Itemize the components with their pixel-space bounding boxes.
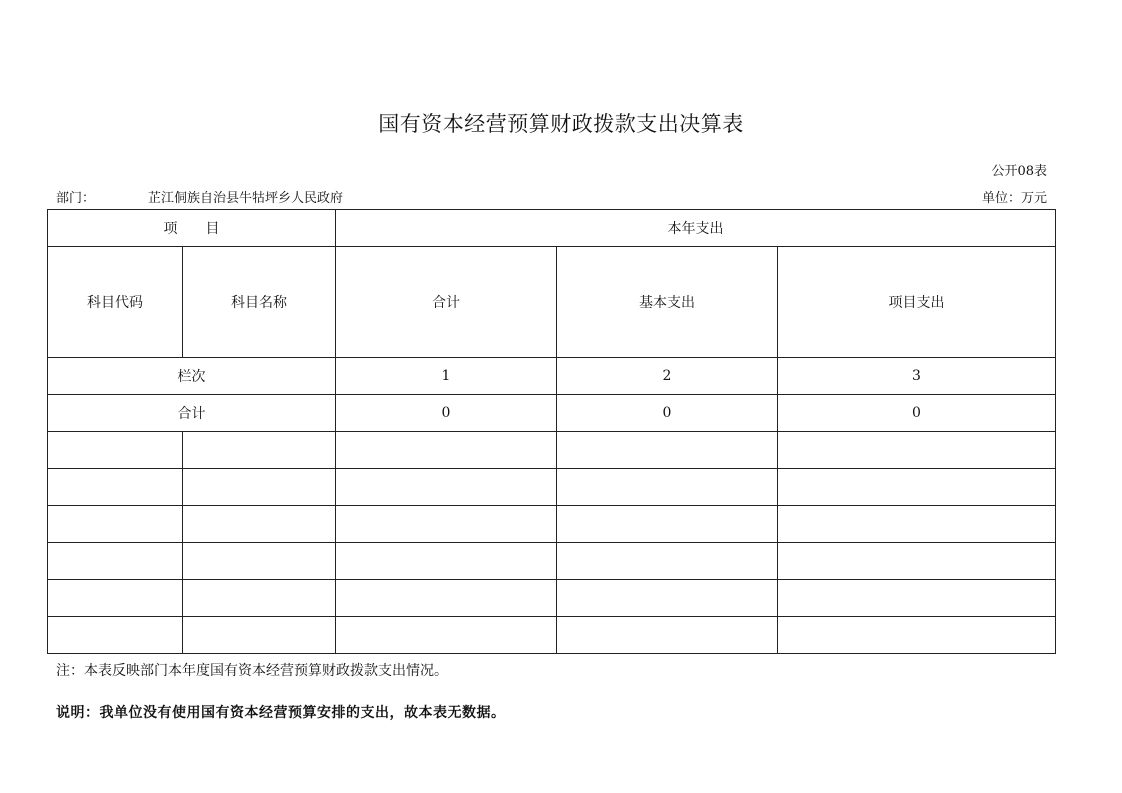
empty-cell [48, 469, 183, 506]
expenditure-table [47, 209, 1056, 654]
empty-cell [183, 617, 336, 654]
empty-cell [48, 617, 183, 654]
explanation-text: 说明：我单位没有使用国有资本经营预算安排的支出，故本表无数据。 [56, 705, 506, 721]
empty-cell [557, 580, 778, 617]
col-total: 合计 [336, 247, 557, 358]
empty-cell [778, 432, 1056, 469]
table-row-empty [48, 432, 1056, 469]
empty-cell [183, 543, 336, 580]
table-note: 注：本表反映部门本年度国有资本经营预算财政拨款支出情况。 [56, 663, 448, 679]
header-item: 项 目 [48, 210, 336, 247]
table-row-empty [48, 469, 1056, 506]
empty-cell [336, 469, 557, 506]
col-basic-expenditure: 基本支出 [557, 247, 778, 358]
unit-label: 单位：万元 [981, 191, 1047, 206]
empty-cell [48, 580, 183, 617]
empty-cell [336, 580, 557, 617]
empty-cell [48, 543, 183, 580]
empty-cell [557, 543, 778, 580]
table-row-index [48, 358, 1056, 395]
empty-cell [778, 617, 1056, 654]
row-total-label: 合计 [48, 395, 336, 432]
empty-cell [778, 580, 1056, 617]
total-cell: 0 [336, 395, 557, 432]
table-row-empty [48, 543, 1056, 580]
table-row-total [48, 395, 1056, 432]
table-row-empty [48, 580, 1056, 617]
empty-cell [183, 506, 336, 543]
row-index-label: 栏次 [48, 358, 336, 395]
col-subject-code: 科目代码 [48, 247, 183, 358]
empty-cell [557, 506, 778, 543]
empty-cell [336, 432, 557, 469]
empty-cell [183, 469, 336, 506]
empty-cell [48, 432, 183, 469]
department-label: 部门： [56, 191, 96, 206]
table-subheader-row [48, 247, 1056, 358]
index-cell: 2 [557, 358, 778, 395]
col-subject-name: 科目名称 [183, 247, 336, 358]
empty-cell [557, 432, 778, 469]
empty-cell [183, 580, 336, 617]
table-row-empty [48, 506, 1056, 543]
total-cell: 0 [557, 395, 778, 432]
table-row-empty [48, 617, 1056, 654]
table-header-row [48, 210, 1056, 247]
empty-cell [778, 543, 1056, 580]
header-current-year: 本年支出 [336, 210, 1056, 247]
total-cell: 0 [778, 395, 1056, 432]
empty-cell [336, 617, 557, 654]
index-cell: 3 [778, 358, 1056, 395]
empty-cell [778, 469, 1056, 506]
department-name: 芷江侗族自治县牛牯坪乡人民政府 [148, 191, 344, 206]
empty-cell [557, 617, 778, 654]
page-title: 国有资本经营预算财政拨款支出决算表 [378, 112, 744, 136]
empty-cell [336, 543, 557, 580]
empty-cell [778, 506, 1056, 543]
empty-cell [336, 506, 557, 543]
empty-cell [48, 506, 183, 543]
empty-cell [183, 432, 336, 469]
empty-cell [557, 469, 778, 506]
col-project-expenditure: 项目支出 [778, 247, 1056, 358]
index-cell: 1 [336, 358, 557, 395]
form-number: 公开08表 [991, 164, 1047, 179]
